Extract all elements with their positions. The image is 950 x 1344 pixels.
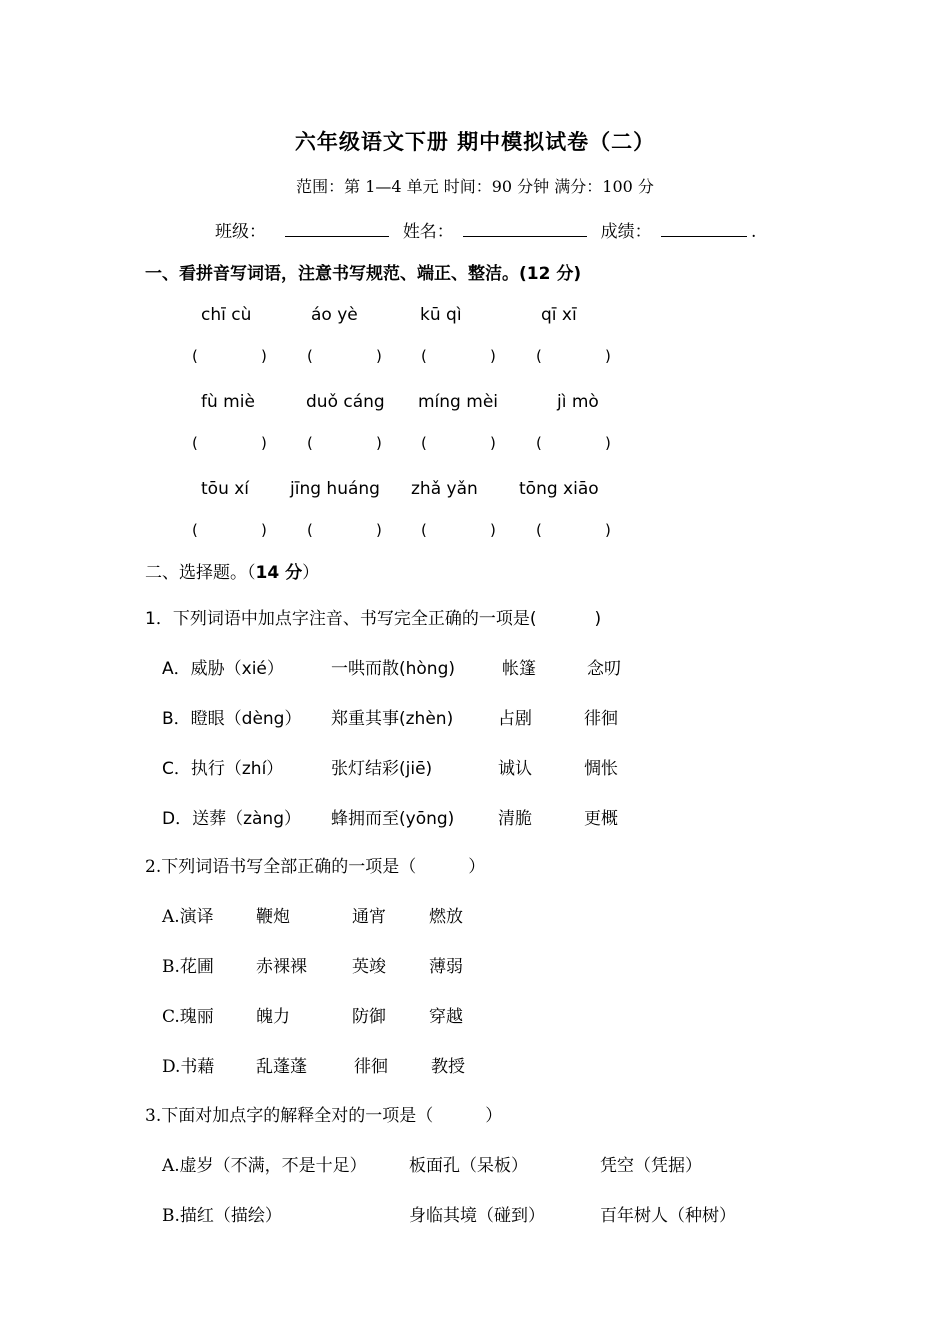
answer-paren-open: (	[307, 521, 313, 539]
answer-paren-open: (	[192, 434, 198, 452]
pinyin-1-3: kū qì	[420, 305, 462, 325]
answer-paren-close: )	[261, 347, 267, 365]
answer-paren-close: )	[490, 434, 496, 452]
answer-paren-open: (	[421, 434, 427, 452]
answer-paren-close: )	[376, 434, 382, 452]
answer-paren-close: )	[605, 347, 611, 365]
q2-option-b-4: 薄弱	[429, 957, 463, 977]
q1-option-a-4: 念叨	[587, 659, 621, 679]
answer-paren-close: )	[490, 521, 496, 539]
q1-option-b-1: B．瞪眼（dèng）	[162, 709, 302, 729]
q2-option-b-3: 英竣	[352, 957, 386, 977]
section2-heading-suffix: ）	[302, 563, 320, 583]
q3-option-a-3: 凭空（凭据）	[600, 1156, 702, 1176]
pinyin-2-2: duǒ cáng	[306, 392, 385, 412]
question-2-close: ）	[468, 857, 486, 877]
pinyin-2-1: fù miè	[201, 392, 255, 412]
name-blank[interactable]	[463, 222, 587, 237]
question-1-stem	[145, 604, 601, 629]
q2-option-d-2: 乱蓬蓬	[256, 1057, 307, 1077]
pinyin-1-4: qī xī	[541, 305, 577, 325]
q2-option-a-3: 通宵	[352, 907, 386, 927]
q1-option-c-4: 惆怅	[584, 759, 618, 779]
pinyin-1-2: áo yè	[311, 305, 358, 325]
question-3-stem	[145, 1101, 502, 1126]
q2-option-a-2: 鞭炮	[256, 907, 290, 927]
answer-paren-open: (	[192, 521, 198, 539]
section2-heading	[145, 558, 319, 583]
page-title: 六年级语文下册 期中模拟试卷（二）	[294, 130, 656, 154]
score-blank[interactable]	[661, 222, 747, 237]
q2-option-a-1: A.演译	[162, 907, 214, 927]
end-mark: .	[751, 222, 757, 242]
class-blank[interactable]	[285, 222, 389, 237]
q1-option-b-2: 郑重其事(zhèn)	[331, 709, 454, 729]
answer-paren-close: )	[261, 434, 267, 452]
answer-paren-open: (	[307, 434, 313, 452]
pinyin-1-1: chī cù	[201, 305, 252, 325]
answer-paren-open: (	[421, 521, 427, 539]
q1-option-a-1: A．威胁（xié）	[162, 659, 284, 679]
q1-option-a-2: 一哄而散(hòng)	[331, 659, 456, 679]
q3-option-b-3: 百年树人（种树）	[600, 1206, 736, 1226]
answer-paren-open: (	[192, 347, 198, 365]
q3-option-b-2: 身临其境（碰到）	[409, 1206, 545, 1226]
section2-heading-prefix: 二、选择题。（	[145, 563, 256, 583]
q2-option-c-1: C.瑰丽	[162, 1007, 214, 1027]
answer-paren-open: (	[536, 434, 542, 452]
answer-paren-close: )	[376, 347, 382, 365]
answer-paren-open: (	[421, 347, 427, 365]
q2-option-d-1: D.书藉	[162, 1057, 215, 1077]
q1-option-a-3: 帐篷	[502, 659, 536, 679]
answer-paren-close: )	[605, 434, 611, 452]
pinyin-3-2: jīng huáng	[290, 479, 380, 499]
question-1-close: )	[594, 609, 602, 629]
answer-paren-close: )	[376, 521, 382, 539]
q1-option-b-3: 占剧	[498, 709, 532, 729]
pinyin-3-1: tōu xí	[201, 479, 250, 499]
score-label: 成绩：	[600, 222, 652, 242]
q2-option-d-3: 徘徊	[354, 1057, 388, 1077]
pinyin-2-3: míng mèi	[418, 392, 498, 412]
q1-option-d-1: D．送葬（zàng）	[162, 809, 301, 829]
q1-option-d-4: 更概	[584, 809, 618, 829]
q3-option-b-1: B.描红（描绘）	[162, 1206, 282, 1226]
class-label: 班级：	[215, 222, 266, 242]
q2-option-c-3: 防御	[352, 1007, 386, 1027]
question-2-stem	[145, 852, 485, 877]
q2-option-b-1: B.花圃	[162, 957, 214, 977]
answer-paren-close: )	[261, 521, 267, 539]
exam-info: 范围：第 1—4 单元 时间：90 分钟 满分：100 分	[296, 177, 654, 196]
pinyin-2-4: jì mò	[557, 392, 599, 412]
answer-paren-open: (	[307, 347, 313, 365]
q1-option-c-3: 诚认	[498, 759, 532, 779]
q1-option-d-3: 清脆	[498, 809, 532, 829]
q1-option-c-2: 张灯结彩(jiē)	[331, 759, 433, 779]
pinyin-3-4: tōng xiāo	[519, 479, 599, 499]
q2-option-a-4: 燃放	[429, 907, 463, 927]
answer-paren-close: )	[490, 347, 496, 365]
answer-paren-open: (	[536, 347, 542, 365]
q1-option-d-2: 蜂拥而至(yōng)	[331, 809, 455, 829]
student-info-line	[215, 217, 756, 242]
question-1-text: 1．下列词语中加点字注音、书写完全正确的一项是(	[145, 609, 537, 629]
question-3-close: ）	[485, 1106, 503, 1126]
q2-option-d-4: 教授	[431, 1057, 465, 1077]
q3-option-a-1: A.虚岁（不满，不是十足）	[162, 1156, 367, 1176]
pinyin-3-3: zhǎ yǎn	[411, 479, 478, 499]
question-2-text: 2.下列词语书写全部正确的一项是（	[145, 857, 417, 877]
q1-option-b-4: 徘徊	[584, 709, 618, 729]
answer-paren-open: (	[536, 521, 542, 539]
answer-paren-close: )	[605, 521, 611, 539]
q2-option-b-2: 赤裸裸	[256, 957, 307, 977]
q2-option-c-4: 穿越	[429, 1007, 463, 1027]
q1-option-c-1: C．执行（zhí）	[162, 759, 284, 779]
section2-heading-points: 14 分	[255, 563, 303, 583]
name-label: 姓名：	[402, 222, 454, 242]
q2-option-c-2: 魄力	[256, 1007, 290, 1027]
section1-heading: 一、看拼音写词语，注意书写规范、端正、整洁。(12 分)	[145, 264, 582, 284]
question-3-text: 3.下面对加点字的解释全对的一项是（	[145, 1106, 434, 1126]
q3-option-a-2: 板面孔（呆板）	[409, 1156, 528, 1176]
